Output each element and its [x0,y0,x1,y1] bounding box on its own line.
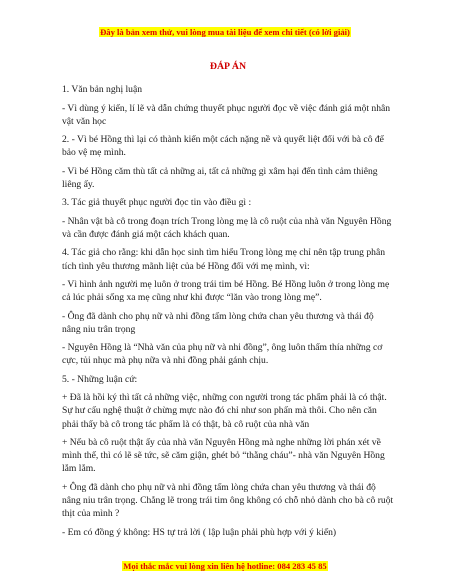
answer-document [62,60,394,544]
paragraph: - Ông đã dành cho phụ nữ và nhi đồng tấm lòng chứa chan yêu thương và thái độ nâng niu trân trọng [62,310,374,335]
paragraph: - Vì dùng ý kiến, lí lẽ và dẫn chứng thuyết phục người đọc về việc đánh giá một nhân vật văn học [62,102,391,127]
paragraph: + Nếu bà cô ruột thật ấy của nhà văn Nguyên Hồng mà nghe những lời phán xét về mình thế, thì có lẽ sẽ tức, sẽ căm giận, ghét bỏ “thằng cháu”- nhà văn Nguyên Hồng lắm lắm. [62,436,385,475]
paragraph: - Em có đồng ý không: HS tự trả lời ( lập luận phải phù hợp với ý kiến) [62,526,337,538]
hotline-text: Mọi thắc mắc vui lòng xin liên hệ hotline: 084 283 45 85 [123,561,327,571]
paragraph: - Nguyên Hồng là “Nhà văn của phụ nữ và nhi đồng”, ông luôn thấm thía những cơ cực, tủi nhục mà phụ nữa và nhi đồng phải gánh chịu. [62,342,383,367]
paragraph: 1. Văn bản nghị luận [62,84,143,96]
paragraph: 2. - Vì bé Hồng thì lại có thành kiến một cách nặng nề và quyết liệt đối với bà cô để bảo vệ mẹ mình. [62,134,384,159]
paragraph: 4. Tác giả cho rằng: khi dẫn học sinh tìm hiểu Trong lòng mẹ chỉ nên tập trung phân tích tình yêu thương mãnh liệt của bé Hồng đối với mẹ mình, vì: [62,247,386,272]
paragraph: - Vì hình ảnh người mẹ luôn ở trong trái tim bé Hồng. Bé Hồng luôn ở trong lòng mẹ cả lúc phải sống xa mẹ cũng như khi được “lăn vào trong lòng mẹ”. [62,278,390,304]
paragraph: 3. Tác giả thuyết phục người đọc tin vào điều gì : [62,197,252,209]
paragraph: - Nhân vật bà cô trong đoạn trích Trong lòng mẹ là cô ruột của nhà văn Nguyên Hồng và cần được đánh giá một cách khách quan. [62,215,392,240]
paragraph: + Ông đã dành cho phụ nữ và nhi đồng tấm lòng chứa chan yêu thương và thái độ nâng niu trân trọng. Chẳng lẽ trong trái tim ông không có chỗ nhỏ dành cho bà cô ruột thịt của mình ? [62,481,394,520]
paragraph: 5. - Những luận cứ: [62,373,138,385]
paragraph: - Vì bé Hồng căm thù tất cả những ai, tất cả những gì xâm hại đến tình cảm thiêng liêng ấy. [62,165,378,190]
preview-notice-banner [0,27,450,38]
preview-notice-text: Đây là bản xem thử, vui lòng mua tài liệu để xem chi tiết (có lời giải) [100,27,350,37]
hotline-banner [0,561,450,572]
paragraph: + Đã là hồi ký thì tất cả những việc, những con người trong tác phẩm phải là có thật. Sự hư cấu nghệ thuật ở chừng mực nào đó chỉ như son phấn mà thôi. Cho nên căn phải thấy bà cô trong tác phẩm là có thật, bà cô ruột của nhà văn [62,392,387,430]
answer-title: ĐÁP ÁN [209,61,247,72]
